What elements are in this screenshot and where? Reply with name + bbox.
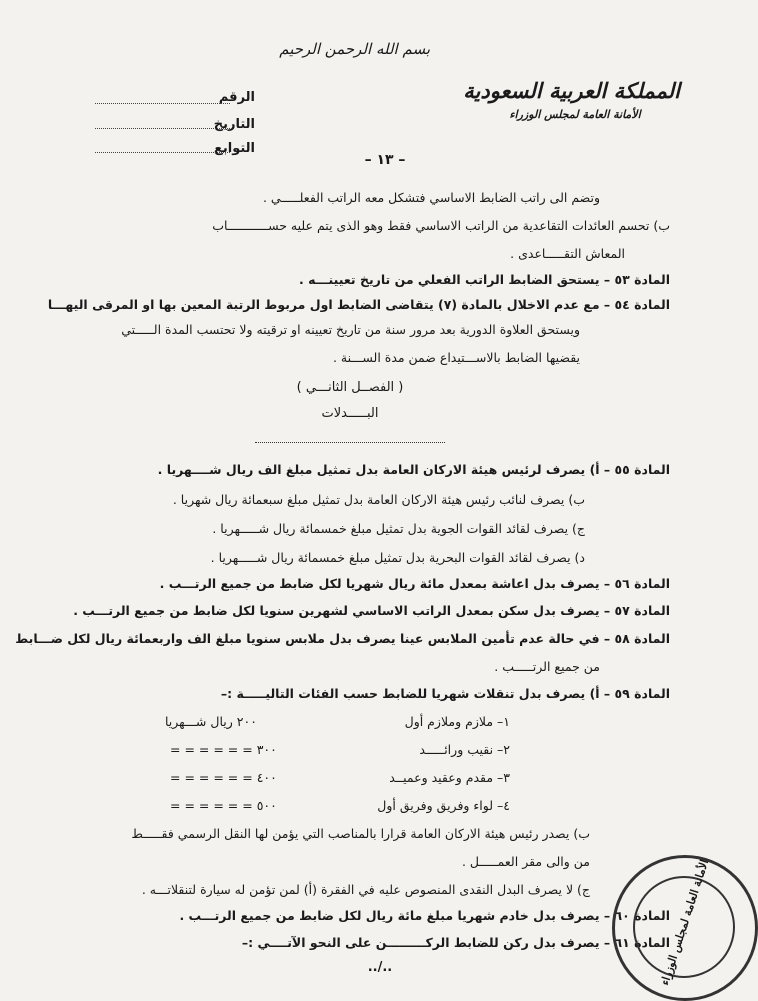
grade-amount: ٢٠٠ ريال شـــهريا: [165, 714, 257, 729]
text-line: من جميع الرتـــــب .: [494, 659, 600, 674]
stamp-text: الأمانة العامة لمجلس الوزراء: [658, 858, 712, 987]
heading-divider: [255, 442, 445, 443]
article-61: المادة ٦١ – يصرف بدل ركن للضابط الركـــــــــن على النحو الآتــــي :–: [241, 935, 670, 950]
date-field-line: [95, 128, 230, 129]
text-line: من والى مقر العمـــــل .: [461, 854, 590, 869]
letterhead-logo: [463, 78, 680, 121]
text-line: ب) يصرف لنائب رئيس هيئة الاركان العامة بدل تمثيل مبلغ سبعمائة ريال شهريا .: [172, 492, 585, 507]
page-number: – ١٣ –: [364, 152, 406, 168]
article-57: المادة ٥٧ – يصرف بدل سكن بمعدل الراتب الاساسي لشهرين سنويا لكل ضابط من جميع الرتـــب .: [73, 603, 670, 618]
text-line: ويستحق العلاوة الدورية بعد مرور سنة من تاريخ تعيينه او ترقيته ولا تحتسب المدة الـــــتي: [121, 322, 580, 337]
text-line: ج) يصرف لقائد القوات الجوية بدل تمثيل مبلغ خمسمائة ريال شـــــهريا .: [212, 521, 585, 536]
text-line: المعاش التقـــــاعدى .: [510, 246, 625, 261]
article-59: المادة ٥٩ – أ) يصرف بدل تنقلات شهريا للضابط حسب الفئات التاليـــــة :–: [220, 686, 670, 701]
article-53: المادة ٥٣ – يستحق الضابط الراتب الفعلي من تاريخ تعيينـــه .: [299, 272, 670, 287]
grade-rank: ١– ملازم وملازم أول: [404, 714, 510, 729]
label-number: الرقم: [218, 90, 255, 105]
article-58: المادة ٥٨ – في حالة عدم تأمين الملابس عينا يصرف بدل ملابس سنويا مبلغ الف واربعمائة ريال لكل ضـــابط: [15, 631, 670, 646]
grade-amount: = = = = = = ٤٠٠: [170, 770, 277, 785]
logo-kingdom-name: المملكة العربية السعودية: [463, 78, 680, 103]
article-55: المادة ٥٥ – أ) يصرف لرئيس هيئة الاركان العامة بدل تمثيل مبلغ الف ريال شــــهريا .: [157, 462, 670, 477]
grade-rank: ٢– نقيب ورائـــــد: [419, 742, 510, 757]
text-line: د) يصرف لقائد القوات البحرية بدل تمثيل مبلغ خمسمائة ريال شـــــهريا .: [210, 550, 585, 565]
article-56: المادة ٥٦ – يصرف بدل اعاشة بمعدل مائة ريال شهريا لكل ضابط من جميع الرتـــب .: [159, 576, 670, 591]
official-stamp: [612, 855, 758, 1001]
continuation-mark: ../..: [367, 960, 393, 975]
text-line: وتضم الى راتب الضابط الاساسي فتشكل معه الراتب الفعلـــــي .: [262, 190, 600, 205]
chapter-heading: ( الفصــل الثانـــي ): [296, 380, 404, 395]
basmala: بسم الله الرحمن الرحيم: [279, 40, 430, 58]
article-60: المادة ٦٠ – يصرف بدل خادم شهريا مبلغ مائة ريال لكل ضابط من جميع الرتـــب .: [179, 908, 670, 923]
text-line: ب) تحسم العائدات التقاعدية من الراتب الاساسي فقط وهو الذى يتم عليه حســـــــــــاب: [212, 218, 670, 233]
grade-amount: = = = = = = ٥٠٠: [170, 798, 277, 813]
label-date: التاريخ: [213, 117, 255, 132]
article-54: المادة ٥٤ – مع عدم الاخلال بالمادة (٧) يتقاضى الضابط اول مربوط الرتبة المعين بها او المرقى اليهـــا: [47, 297, 670, 312]
section-heading: البـــــدلات: [321, 406, 379, 421]
grade-rank: ٤– لواء وفريق وفريق أول: [377, 798, 510, 813]
grade-amount: = = = = = = ٣٠٠: [170, 742, 277, 757]
text-line: ج) لا يصرف البدل النقدى المنصوص عليه في الفقرة (أ) لمن تؤمن له سيارة لتنقلاتـــه .: [141, 882, 590, 897]
grade-rank: ٣– مقدم وعقيد وعميــد: [389, 770, 510, 785]
logo-secretariat-name: الأمانة العامة لمجلس الوزراء: [509, 108, 641, 121]
attachments-field-line: [95, 152, 230, 153]
label-attachments: التوابع: [213, 141, 255, 156]
number-field-line: [95, 103, 230, 104]
text-line: ب) يصدر رئيس هيئة الاركان العامة قرارا بالمناصب التي يؤمن لها النقل الرسمي فقـــــط: [131, 826, 590, 841]
text-line: يقضيها الضابط بالاســـتيداع ضمن مدة الســـنة .: [332, 350, 580, 365]
